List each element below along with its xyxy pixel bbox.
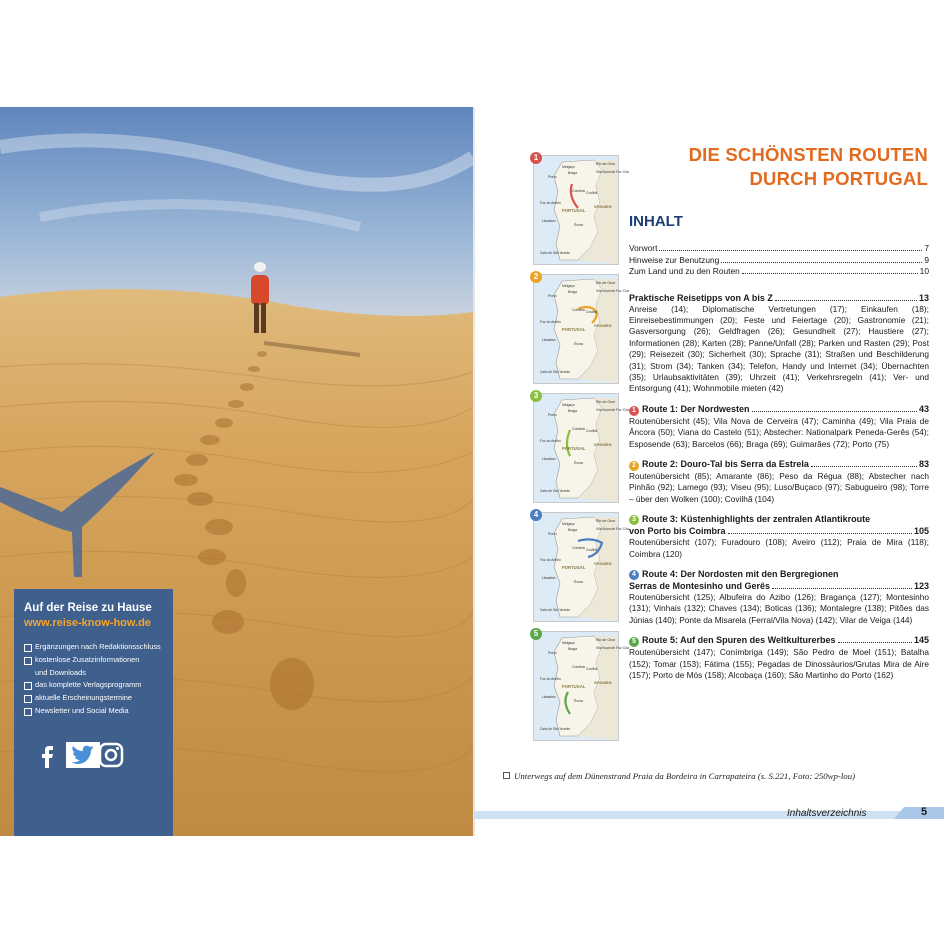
route-map xyxy=(534,513,629,621)
route-thumbnail-4[interactable] xyxy=(533,510,629,622)
map-label: Cabo de São Vicente xyxy=(540,489,571,493)
map-label: Coimbra xyxy=(572,308,585,312)
route-map xyxy=(534,394,629,502)
route-thumbnail-2[interactable] xyxy=(533,272,629,384)
map-label: Braga xyxy=(568,528,578,532)
map-label: Coimbra xyxy=(572,546,585,550)
toc-section-route-3[interactable]: 3 Route 3: Küstenhighlights der zentralen Atlantikroute von Porto bis Coimbra 105 Routenübersicht (107); Furadouro (108); Aveiro (112); Praia de Mira (118); Coimbra (120) xyxy=(629,514,929,559)
route-thumbnail-1[interactable] xyxy=(533,153,629,265)
toc-entry[interactable]: Vorwort 7 xyxy=(629,243,929,253)
promo-item: kostenlose Zusatzinformationen xyxy=(24,654,163,667)
route-map xyxy=(534,275,629,383)
map-label: Melgaço xyxy=(562,403,575,407)
footer-section-label: Inhaltsverzeichnis xyxy=(787,808,867,819)
map-label: PORTUGAL xyxy=(562,684,586,689)
map-label: SPANIEN xyxy=(594,442,612,447)
map-label: SPANIEN xyxy=(594,561,612,566)
map-label: Braga xyxy=(568,171,578,175)
map-label: Covilhã xyxy=(586,667,598,671)
map-label: Rio de Onor xyxy=(596,400,616,404)
social-icons xyxy=(34,742,124,768)
map-label: Foz do Arelho xyxy=(540,439,561,443)
toc-entry[interactable]: Zum Land und zu den Routen 10 xyxy=(629,266,929,276)
map-label: Covilhã xyxy=(586,310,598,314)
map-label: Porto xyxy=(548,651,557,655)
map-label: Braga xyxy=(568,647,578,651)
route-number-badge: 4 xyxy=(530,509,542,521)
map-label: Évora xyxy=(574,223,583,227)
map-label: Foz do Arelho xyxy=(540,677,561,681)
map-label: Évora xyxy=(574,699,583,703)
map-label: Cabo de São Vicente xyxy=(540,370,571,374)
map-label: Foz do Arelho xyxy=(540,558,561,562)
map-label: Rio de Onor xyxy=(596,638,616,642)
map-label: Vila Nova de Foz Côa xyxy=(596,527,629,531)
route-number-badge: 1 xyxy=(530,152,542,164)
map-label: Évora xyxy=(574,342,583,346)
promo-item: das komplette Verlagsprogramm xyxy=(24,679,163,692)
route-number-badge: 2 xyxy=(530,271,542,283)
map-label: Vila Nova de Foz Côa xyxy=(596,170,629,174)
table-of-contents xyxy=(629,243,929,681)
map-label: Lissabon xyxy=(542,457,556,461)
page-number: 5 xyxy=(921,806,928,818)
map-label: Évora xyxy=(574,461,583,465)
map-label: SPANIEN xyxy=(594,204,612,209)
promo-item: und Downloads xyxy=(35,667,86,677)
map-label: Lissabon xyxy=(542,338,556,342)
map-label: Coimbra xyxy=(572,427,585,431)
route-thumbnail-3[interactable] xyxy=(533,391,629,503)
toc-section-body: Routenübersicht (85); Amarante (86); Peso da Régua (88); Abstecher nach Pinhão (92); Lamego (93); Viseu (95); Luso/Buçaco (97); Sabugueiro (98); Torre – über den Wolken (100); Covilhã (104) xyxy=(629,470,929,504)
route-number-badge: 3 xyxy=(530,390,542,402)
map-label: Lissabon xyxy=(542,576,556,580)
map-label: PORTUGAL xyxy=(562,565,586,570)
toc-section-body: Anreise (14); Diplomatische Vertretungen (17); Einkaufen (18); Einreisebestimmungen (20); Feste und Feiertage (20); Gastronomie (21); Gasversorgung (26); Geldfragen (26); Gesundheit (27); Haustiere (27); Informationen (28); Karten (28); Panne/Unfall (28); Parken und Rasten (29); Post (29); Reisezeit (30); Sicherheit (30); Sprache (31); Straßen und Beschilderung (31); Strom (34); Tanken (34); Telefon, Handy und Internet (34); Übernachten (35); Urlaubsaktivitäten (39); Uhrzeit (41); Verkehrsregeln (41); Ver- und Entsorgung (41); Wohnmobile mieten (42) xyxy=(629,303,929,394)
toc-section-reisetipps[interactable]: Praktische Reisetipps von A bis Z 13 Anreise (14); Diplomatische Vertretungen (17); Einkaufen (18); Einreisebestimmungen (20); Feste und Feiertage (20); Gastronomie (21); Gasversorgung (26); Geldfragen (26); Gesundheit (27); Haustiere (27); Informationen (28); Karten (28); Panne/Unfall (28); Parken und Rasten (29); Post (29); Reisezeit (30); Sicherheit (30); Sprache (31); Straßen und Beschilderung (31); Strom (34); Tanken (34); Telefon, Handy und Internet (34); Übernachten (35); Urlaubsaktivitäten (39); Uhrzeit (41); Verkehrsregeln (41); Ver- und Entsorgung (41); Wohnmobile mieten (42) xyxy=(629,292,929,394)
map-label: Covilhã xyxy=(586,548,598,552)
map-label: Rio de Onor xyxy=(596,519,616,523)
map-label: Cabo de São Vicente xyxy=(540,727,571,731)
map-label: Porto xyxy=(548,175,557,179)
map-label: Cabo de São Vicente xyxy=(540,251,571,255)
route-thumbnail-5[interactable] xyxy=(533,629,629,741)
map-label: Vila Nova de Foz Côa xyxy=(596,408,629,412)
map-label: Melgaço xyxy=(562,284,575,288)
toc-section-body: Routenübersicht (45); Vila Nova de Cerveira (47); Caminha (49); Vila Praia de Âncora (50); Viana do Castelo (51); Abstecher: Nationalpark Peneda-Gerês (54); Esposende (63); Barcelos (66); Braga (69); Guimarães (72); Porto (75) xyxy=(629,415,929,449)
map-label: SPANIEN xyxy=(594,680,612,685)
promo-box xyxy=(14,589,173,836)
map-label: Rio de Onor xyxy=(596,281,616,285)
toc-entry[interactable]: Hinweise zur Benutzung 9 xyxy=(629,254,929,265)
map-label: Porto xyxy=(548,413,557,417)
map-label: Melgaço xyxy=(562,165,575,169)
map-label: Cabo de São Vicente xyxy=(540,608,571,612)
toc-section-body: Routenübersicht (147); Conímbriga (149); São Pedro de Moel (151); Batalha (152); Tomar (153); Fátima (155); Pegadas de Dinossáurios/Grutas Mira de Aire (157); Porto de Mós (158); Alcobaça (160); São Martinho do Porto (162) xyxy=(629,647,929,681)
map-label: Porto xyxy=(548,294,557,298)
map-label: Foz do Arelho xyxy=(540,320,561,324)
toc-section-route-2[interactable]: 2 Route 2: Douro-Tal bis Serra da Estrela 83 Routenübersicht (85); Amarante (86); Peso da Régua (88); Abstecher nach Pinhão (92); Lamego (93); Viseu (95); Luso/Buçaco (97); Sabugueiro (98); Torre – über den Wolken (100); Covilhã (104) xyxy=(629,458,929,504)
promo-item: Ergänzungen nach Redaktionsschluss xyxy=(24,641,163,654)
map-label: Lissabon xyxy=(542,695,556,699)
map-label: Vila Nova de Foz Côa xyxy=(596,646,629,650)
map-label: Foz do Arelho xyxy=(540,201,561,205)
map-label: Melgaço xyxy=(562,641,575,645)
route-3-badge: 3 xyxy=(629,515,639,525)
map-label: Porto xyxy=(548,532,557,536)
route-4-badge: 4 xyxy=(629,570,639,580)
promo-item: aktuelle Erscheinungstermine xyxy=(24,692,163,705)
route-5-badge: 5 xyxy=(629,637,639,647)
twitter-icon[interactable] xyxy=(66,742,92,768)
heading-line: DIE SCHÖNSTEN ROUTEN xyxy=(688,144,928,165)
map-label: Covilhã xyxy=(586,191,598,195)
photo-caption: Unterwegs auf dem Dünenstrand Praia da Bordeira in Carrapateira (s. S.221, Foto: 250wp-lou) xyxy=(503,771,923,781)
route-1-badge: 1 xyxy=(629,406,639,416)
facebook-icon[interactable] xyxy=(34,742,60,768)
map-label: PORTUGAL xyxy=(562,327,586,332)
map-label: SPANIEN xyxy=(594,323,612,328)
promo-item: Newsletter und Social Media xyxy=(24,705,163,718)
map-label: Braga xyxy=(568,409,578,413)
route-map xyxy=(534,632,629,740)
map-label: Vila Nova de Foz Côa xyxy=(596,289,629,293)
toc-section-route-5[interactable]: 5 Route 5: Auf den Spuren des Weltkulturerbes 145 Routenübersicht (147); Conímbriga (149); São Pedro de Moel (151); Batalha (152); Tomar (153); Fátima (155); Pegadas de Dinossáurios/Grutas Mira de Aire (157); Porto de Mós (158); Alcobaça (160); São Martinho do Porto (162) xyxy=(629,635,929,681)
map-label: Évora xyxy=(574,580,583,584)
toc-section-body: Routenübersicht (107); Furadouro (108); Aveiro (112); Praia de Mira (118); Coimbra (120) xyxy=(629,537,929,559)
map-label: Melgaço xyxy=(562,522,575,526)
map-label: Coimbra xyxy=(572,665,585,669)
route-map xyxy=(534,156,629,264)
map-label: PORTUGAL xyxy=(562,446,586,451)
map-label: Rio de Onor xyxy=(596,162,616,166)
route-2-badge: 2 xyxy=(629,461,639,471)
contents-title: INHALT xyxy=(629,213,683,230)
caption-marker-icon xyxy=(503,772,510,779)
map-label: PORTUGAL xyxy=(562,208,586,213)
promo-list xyxy=(24,641,163,718)
promo-title: Auf der Reise zu Hause xyxy=(24,602,152,614)
promo-url-link[interactable]: www.reise-know-how.de xyxy=(24,617,151,629)
map-label: Lissabon xyxy=(542,219,556,223)
page-heading xyxy=(600,143,928,191)
instagram-icon[interactable] xyxy=(98,742,124,768)
map-label: Covilhã xyxy=(586,429,598,433)
toc-section-route-1[interactable]: 1 Route 1: Der Nordwesten 43 Routenübersicht (45); Vila Nova de Cerveira (47); Caminha (49); Vila Praia de Âncora (50); Viana do Castelo (51); Abstecher: Nationalpark Peneda-Gerês (54); Esposende (63); Barcelos (66); Braga (69); Guimarães (72); Porto (75) xyxy=(629,403,929,449)
heading-line: DURCH PORTUGAL xyxy=(749,168,928,189)
footer-bar xyxy=(474,807,944,821)
page-gutter xyxy=(473,107,475,836)
map-label: Braga xyxy=(568,290,578,294)
route-number-badge: 5 xyxy=(530,628,542,640)
map-label: Coimbra xyxy=(572,189,585,193)
toc-section-body: Routenübersicht (125); Albufeira do Azibo (126); Bragança (127); Montesinho (131); Vinhais (132); Chaves (134); Boticas (136); Montalegre (138); Pitões das Júnias (140); Ponte da Misarela (Ferral/Vila Nova) (142); Vilar de Veiga (144) xyxy=(629,592,929,625)
toc-section-route-4[interactable]: 4 Route 4: Der Nordosten mit den Bergregionen Serras de Montesinho und Gerês 123 Routenübersicht (125); Albufeira do Azibo (126); Bragança (127); Montesinho (131); Vinhais (132); Chaves (134); Boticas (136); Montalegre (138); Pitões das Júnias (140); Ponte da Misarela (Ferral/Vila Nova) (142); Vilar de Veiga (144) xyxy=(629,569,929,625)
